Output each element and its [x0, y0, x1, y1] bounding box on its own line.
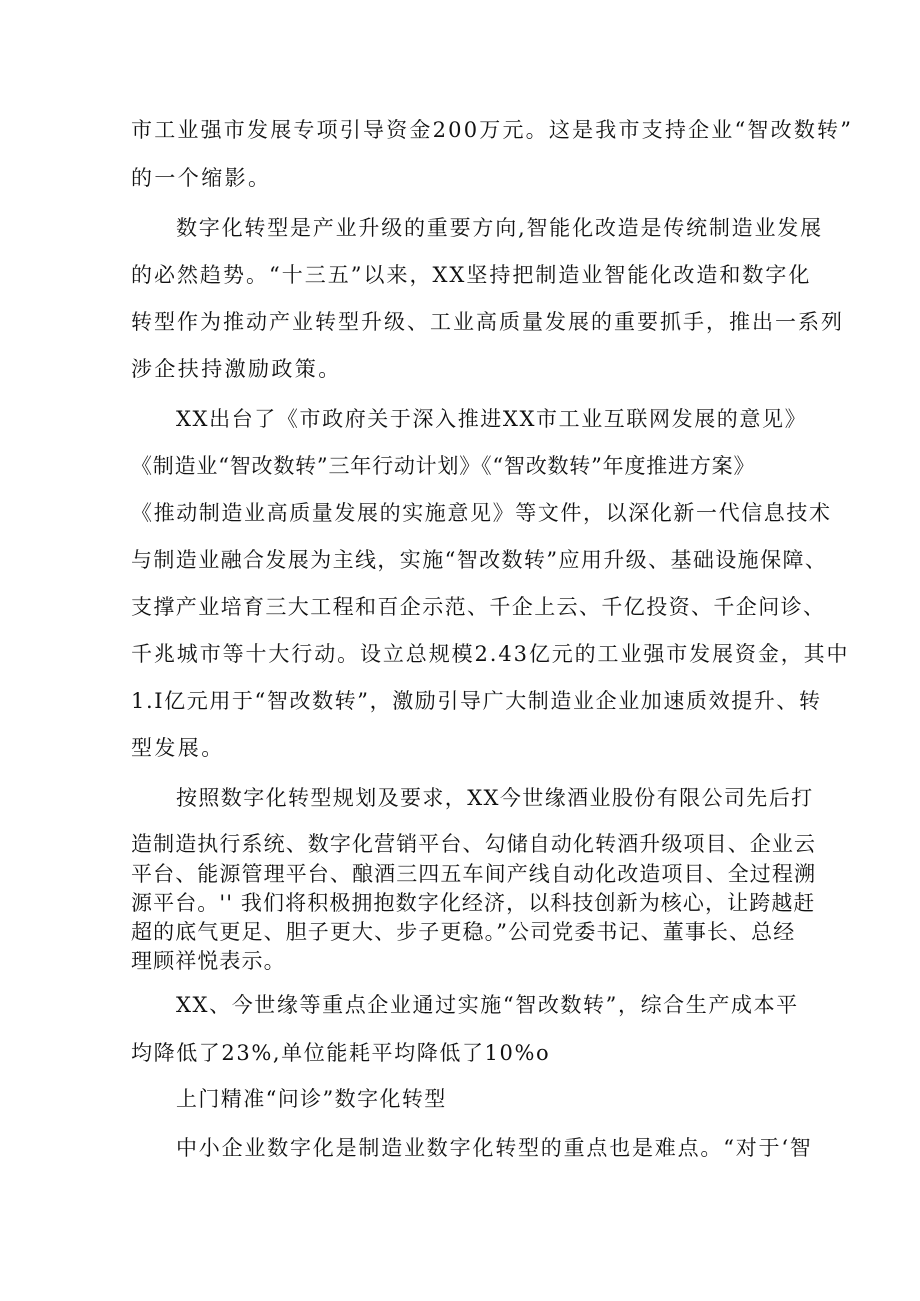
- text-line-14: 型发展。: [131, 736, 225, 760]
- text-line-20: 理顾祥悦表示。: [131, 949, 286, 973]
- text-line-1: 市工业强市发展专项引导资金200万元。这是我市支持企业“智改数转”: [131, 118, 854, 142]
- text-line-18: 源平台。'' 我们将积极拥抱数字化经济，以科技创新为核心，让跨越赶: [131, 891, 816, 915]
- text-line-6: 涉企扶持激励政策。: [131, 357, 342, 381]
- text-line-24: 中小企业数字化是制造业数字化转型的重点也是难点。“对于‘智: [176, 1136, 813, 1160]
- text-line-4: 的必然趋势。“十三五”以来，XX坚持把制造业智能化改造和数字化: [131, 263, 812, 287]
- text-line-11: 支撑产业培育三大工程和百企示范、千企上云、千亿投资、千企问诊、: [131, 595, 826, 619]
- text-line-13: 1.I亿元用于“智改数转”，激励引导广大制造业企业加速质效提升、转: [131, 689, 822, 713]
- text-line-8: 《制造业“智改数转”三年行动计划》《“智改数转”年度推进方案》: [131, 454, 756, 478]
- text-line-9: 《推动制造业高质量发展的实施意见》等文件，以深化新一代信息技术: [131, 501, 832, 525]
- text-line-22: 均降低了23%,单位能耗平均降低了10%o: [131, 1041, 551, 1065]
- section-heading: 上门精准“问诊”数字化转型: [176, 1087, 447, 1111]
- text-line-21: XX、今世缘等重点企业通过实施“智改数转”，综合生产成本平: [176, 993, 799, 1017]
- text-line-2: 的一个缩影。: [131, 166, 272, 190]
- text-line-12: 千兆城市等十大行动。设立总规模2.43亿元的工业强市发展资金，其中: [131, 642, 850, 666]
- text-line-15: 按照数字化转型规划及要求，XX今世缘酒业股份有限公司先后打: [176, 786, 814, 810]
- text-line-10: 与制造业融合发展为主线，实施“智改数转”应用升级、基础设施保障、: [131, 548, 828, 572]
- text-line-7: XX出台了《市政府关于深入推进XX市工业互联网发展的意见》: [176, 407, 808, 431]
- text-line-16: 造制造执行系统、数字化营销平台、勾储自动化转酒升级项目、企业云: [131, 832, 817, 856]
- text-line-19: 超的底气更足、胆子更大、步子更稳。”公司党委书记、董事长、总经: [131, 920, 796, 944]
- text-line-3: 数字化转型是产业升级的重要方向,智能化改造是传统制造业发展: [176, 216, 823, 240]
- text-line-17: 平台、能源管理平台、酿酒三四五车间产线自动化改造项目、全过程溯: [131, 862, 817, 886]
- text-line-5: 转型作为推动产业转型升级、工业高质量发展的重要抓手，推出一系列: [131, 310, 844, 334]
